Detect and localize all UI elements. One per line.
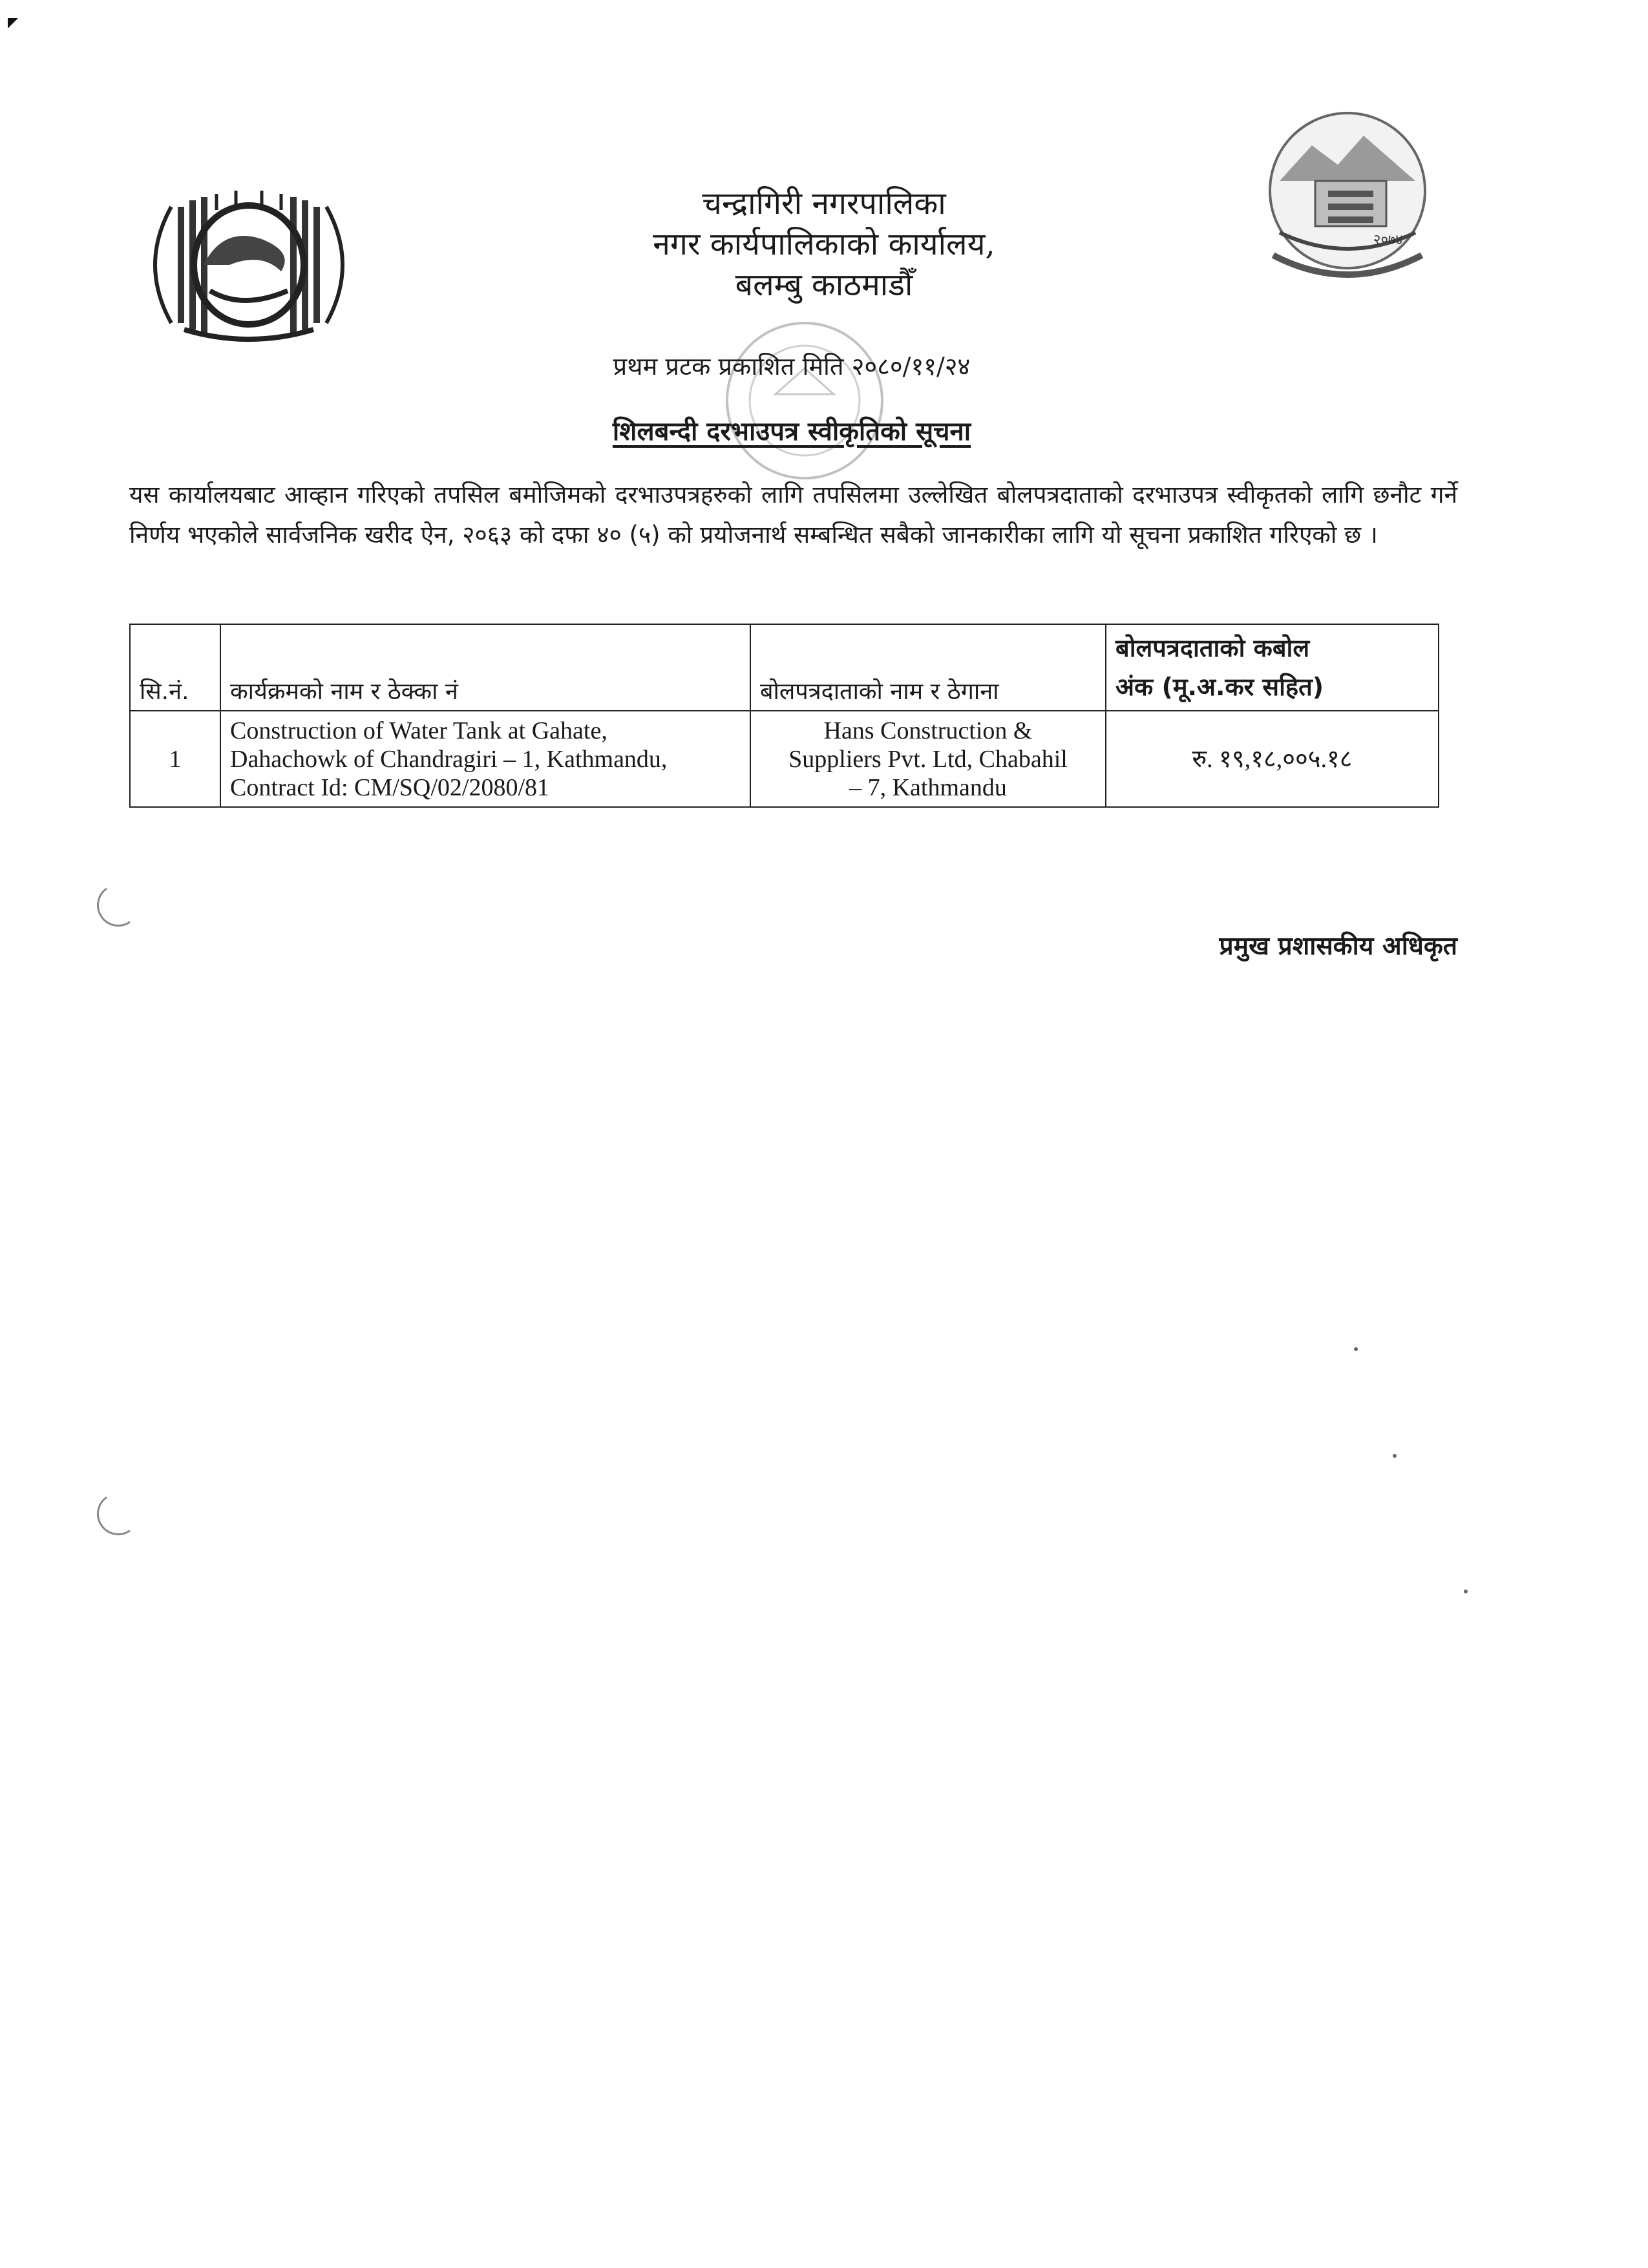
notice-title: शिलबन्दी दरभाउपत्र स्वीकृतिको सूचना [612,417,971,446]
bid-acceptance-table [129,624,1439,808]
program-line: Contract Id: CM/SQ/02/2080/81 [230,773,549,801]
header-program-name: कार्यक्रमको नाम र ठेक्का नं [220,624,750,711]
scan-corner-mark [8,18,18,28]
table-header-row [130,624,1439,711]
row-bidder-cell [750,711,1106,807]
bidder-line: Hans Construction & [823,717,1033,744]
program-line: Construction of Water Tank at Gahate, [230,717,607,744]
office-stamp-icon [698,317,911,498]
punch-hole-mark [94,881,143,930]
scan-speck [1354,1347,1358,1351]
notice-body: यस कार्यालयबाट आव्हान गरिएको तपसिल बमोजिमको दरभाउपत्रहरुको लागि तपसिलमा उल्लेखित बोलपत्रदाताको दरभाउपत्र स्वीकृतको लागि छनौट गर्ने निर्णय भएकोले सार्वजनिक खरीद ऐन, २०६३ को दफा ४० (५) को प्रयोजनार्थ सम्बन्धित सबैको जानकारीका लागि यो सूचना प्रकाशित गरिएको छ । [129,481,1457,549]
header-bid-amount [1106,624,1439,711]
row-serial-number: 1 [130,711,220,807]
row-bid-amount: रु. १९,१८,००५.१८ [1106,711,1439,807]
bidder-line: – 7, Kathmandu [849,773,1007,801]
header-bid-amount-line2: अंक (मू.अ.कर सहित) [1115,673,1324,701]
signatory-title: प्रमुख प्रशासकीय अधिकृत [1219,932,1457,961]
logo-year-text: २०७४ [1373,232,1403,248]
header-bid-amount-line1: बोलपत्रदाताको कबोल [1115,634,1310,662]
office-name: नगर कार्यपालिकाको कार्यालय, [653,226,995,262]
scan-speck [1464,1590,1468,1593]
bidder-line: Suppliers Pvt. Ltd, Chabahil [788,745,1068,773]
header-bidder-name: बोलपत्रदाताको नाम र ठेगाना [750,624,1106,711]
office-address: बलम्बु काठमाडौँ [735,267,913,303]
scan-speck [1393,1454,1397,1458]
program-line: Dahachowk of Chandragiri – 1, Kathmandu, [230,745,668,773]
row-program-cell [220,711,750,807]
punch-hole-mark [94,1489,143,1538]
municipality-name: चन्द्रागिरी नगरपालिका [702,185,946,222]
header-serial-number: सि.नं. [130,624,220,711]
table-row [130,711,1439,807]
publication-date: प्रथम प्रटक प्रकाशित मिति २०८०/११/२४ [613,352,971,381]
